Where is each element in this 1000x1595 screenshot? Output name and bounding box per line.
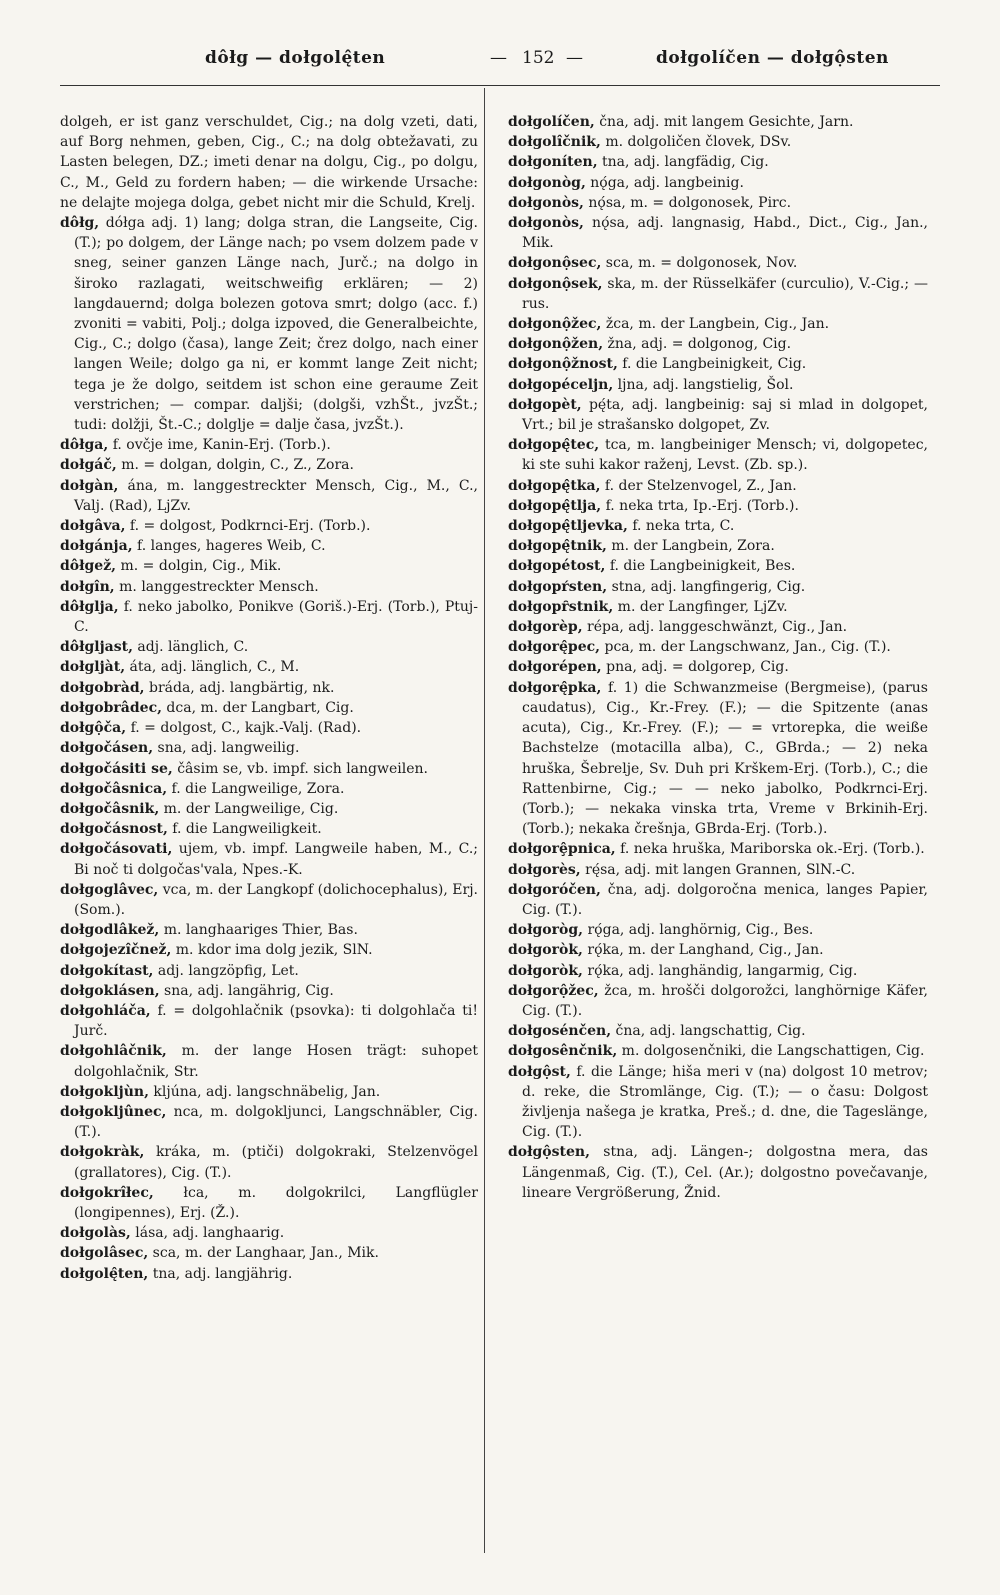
dictionary-entry (60, 799, 478, 819)
entry-definition: m. der Langfinger, LjZv. (613, 598, 788, 615)
entry-headword: dołgolę̂ten, (60, 1265, 149, 1282)
entry-headword: dołgočâsnik, (60, 800, 160, 817)
entry-definition: rǫ́ka, adj. langhändig, langarmig, Cig. (582, 962, 858, 979)
dictionary-entry (60, 536, 478, 556)
entry-definition: bráda, adj. langbärtig, nk. (144, 679, 335, 696)
entry-headword: dôłgljast, (60, 639, 133, 656)
entry-definition: čna, adj. dolgoročna menica, langes Papier, Cig. (T.). (522, 881, 928, 918)
entry-definition: m. dolgosenčniki, die Langschattigen, Cig. (617, 1043, 925, 1060)
entry-headword: dołgohláča, (60, 1002, 151, 1019)
dictionary-entry (60, 1001, 478, 1041)
entry-definition: rǫ́ka, m. der Langhand, Cig., Jan. (582, 942, 824, 959)
entry-headword: dołgorès, (508, 861, 581, 878)
entry-headword: dołgonòs, (508, 215, 584, 232)
entry-definition: f. neka hruška, Mariborska ok.-Erj. (Torb.). (615, 841, 925, 858)
entry-headword: dołgonòs, (508, 194, 584, 211)
header-rule (60, 85, 940, 86)
entry-headword: dołgîn, (60, 578, 115, 595)
dictionary-entry (60, 880, 478, 920)
dictionary-entry (60, 476, 478, 516)
entry-definition: f. der Stelzenvogel, Z., Jan. (600, 477, 797, 494)
dictionary-entry (508, 597, 928, 617)
entry-definition: adj. länglich, C. (132, 639, 249, 656)
entry-headword: dołgopéceljn, (508, 376, 614, 393)
entry-definition: ána, m. langgestreckter Mensch, Cig., M., C., Valj. (Rad), LjZv. (74, 477, 478, 514)
entry-definition: ska, m. der Rüsselkäfer (curculio), V.-Cig.; — rus. (522, 275, 928, 312)
entry-definition: f. die Länge; hiša meri v (na) dolgost 10 metrov; d. reke, die Stromlänge, Cig. (T.); — o času: Dolgost življenja našega je kratka, Preš.; d. dne, die Tageslänge, Cig. (T.). (522, 1063, 928, 1141)
entry-definition: kljúna, adj. langschnäbelig, Jan. (148, 1083, 381, 1100)
header-dash: — (566, 48, 583, 68)
dictionary-entry (508, 940, 928, 960)
entry-definition: adj. langzöpfig, Let. (153, 962, 299, 979)
entry-headword: dołgokljùn, (60, 1083, 149, 1100)
dictionary-entry (508, 253, 928, 273)
entry-headword: dołgolíčen, (508, 114, 595, 130)
dictionary-entry (60, 556, 478, 576)
entry-headword: dołgonộžen, (508, 336, 604, 353)
entry-headword: dołgopę̂tnik, (508, 538, 607, 555)
dictionary-entry (508, 132, 928, 152)
dictionary-entry (508, 678, 928, 840)
entry-definition: stna, adj. Längen-; dolgostna mera, das Längenmaß, Cig. (T.), Cel. (Ar.); dolgostno povečavanje, lineare Vergrößerung, Žnid. (522, 1144, 928, 1201)
dictionary-entry (508, 1062, 928, 1143)
entry-definition: sna, adj. langährig, Cig. (159, 982, 334, 999)
entry-headword: dołgonộsec, (508, 255, 602, 272)
header-left-guide-words: dôłg — dołgolę̂ten (205, 48, 386, 68)
dictionary-entry (508, 314, 928, 334)
dictionary-entry (60, 577, 478, 597)
dictionary-entry (60, 516, 478, 536)
entry-definition: f. langes, hageres Weib, C. (132, 538, 326, 555)
dictionary-entry (60, 759, 478, 779)
entry-headword: dołgoklásen, (60, 982, 160, 999)
entry-definition: žca, m. hrošči dolgorožci, langhörnige Käfer, Cig. (T.). (522, 982, 928, 1019)
entry-definition: nǫ́sa, m. = dolgonosek, Pirc. (583, 194, 792, 211)
entry-definition: m. = dolgin, Cig., Mik. (116, 558, 282, 575)
entry-definition: f. die Langbeinigkeit, Bes. (605, 558, 796, 575)
dictionary-entry (60, 779, 478, 799)
entry-definition: m. der lange Hosen trägt: suhopet dolgohlačnik, Str. (74, 1043, 478, 1080)
entry-headword: dołgánja, (60, 538, 133, 555)
entry-definition: ujem, vb. impf. Langweile haben, M., C.; Bi noč ti dolgočas'vala, Npes.-K. (74, 841, 478, 878)
entry-definition: nǫ́sa, adj. langnasig, Habd., Dict., Cig., Jan., Mik. (522, 215, 928, 252)
entry-definition: sna, adj. langweilig. (153, 740, 300, 757)
page-number: 152 (522, 48, 555, 68)
entry-definition: pę́ta, adj. langbeinig: saj si mlad in dolgopet, Vrt.; bil je strašansko dolgopet, Zv. (522, 396, 928, 434)
entry-definition: čna, adj. mit langem Gesichte, Jarn. (594, 114, 854, 130)
entry-headword: dołgobrâdec, (60, 699, 162, 716)
entry-definition: répa, adj. langgeschwänzt, Cig., Jan. (582, 619, 848, 636)
entry-headword: dołgorộžec, (508, 982, 599, 999)
entry-definition: dółga adj. 1) lang; dolga stran, die Langseite, Cig. (T.); po dolgem, der Länge nach; po vsem dolzem pade v sneg, seiner ganzen Länge nach, Jurč.; na dolgo in široko razlagati, weitschweifig erklären; — 2) langdauernd; dolga bolezen gotova smrt; dolgo (acc. f.) zvoniti = vabiti, Polj.; dolga izpoved, die Generalbeichte, Cig., C.; dolgo (časa), lange Zeit; črez dolgo, nach einer langen Weile; dolgo ga ni, er kommt lange Zeit nicht; tega je že dolgo, seitdem ist schon eine geraume Zeit verstrichen; — compar. daljši; (dolgši, vzhŠt., jvzŠt.; tudi: dolžji, Št.-C.; dolglje = dalje časa, jvzŠt.). (74, 215, 478, 434)
dictionary-entry (508, 617, 928, 637)
dictionary-entry (60, 597, 478, 637)
entry-headword: dołgodlâkež, (60, 922, 160, 939)
entry-headword: dołgàn, (60, 477, 119, 494)
dictionary-entry (60, 961, 478, 981)
dictionary-entry (508, 274, 928, 314)
entry-headword: dołgočâsnica, (60, 780, 168, 797)
dictionary-entry (508, 556, 928, 576)
entry-headword: dołgobràd, (60, 679, 145, 696)
dictionary-entry (60, 213, 478, 435)
entry-definition: vca, m. der Langkopf (dolichocephalus), Erj. (Som.). (74, 881, 478, 918)
entry-definition: m. langgestreckter Mensch. (114, 578, 319, 595)
entry-headword: dołgokítast, (60, 962, 154, 979)
dictionary-entry (508, 920, 928, 940)
entry-definition: žna, adj. = dolgonog, Cig. (603, 336, 792, 353)
dictionary-entry (508, 173, 928, 193)
entry-headword: dołgonộsek, (508, 275, 603, 292)
dictionary-entry (508, 476, 928, 496)
dictionary-entry (508, 981, 928, 1021)
entry-headword: dôłglja, (60, 598, 119, 615)
dictionary-entry (508, 152, 928, 172)
entry-headword: dołgorèp, (508, 619, 583, 636)
entry-definition: f. die Langbeinigkeit, Cig. (617, 356, 807, 373)
entry-definition: sca, m. der Langhaar, Jan., Mik. (148, 1245, 379, 1262)
right-column (508, 112, 928, 1203)
dictionary-entry (508, 193, 928, 213)
entry-headword: dołgoròk, (508, 942, 583, 959)
column-divider (484, 88, 485, 1553)
dictionary-entry (60, 112, 478, 213)
header-dash: — (490, 48, 507, 68)
entry-headword: dołgoròk, (508, 962, 583, 979)
entry-headword: dołgopŕsten, (508, 578, 608, 595)
entry-headword: dołgáč, (60, 457, 117, 474)
entry-definition: łca, m. dolgokrilci, Langflügler (longipennes), Erj. (Ž.). (74, 1184, 478, 1221)
entry-definition: sca, m. = dolgonosek, Nov. (601, 255, 798, 272)
entry-headword: dołgoróčen, (508, 881, 601, 898)
dictionary-entry (60, 940, 478, 960)
entry-definition: f. die Langweiligkeit. (167, 821, 322, 838)
entry-headword: dołgosênčnik, (508, 1043, 618, 1060)
dictionary-entry (508, 536, 928, 556)
entry-headword: dołgoníten, (508, 154, 598, 171)
entry-definition: f. = dolgohlačnik (psovka): ti dolgohlača ti! Jurč. (74, 1002, 478, 1040)
dictionary-entry (60, 1243, 478, 1263)
entry-definition: dca, m. der Langbart, Cig. (161, 699, 354, 716)
dictionary-entry (60, 698, 478, 718)
entry-definition: f. = dolgost, C., kajk.-Valj. (Rad). (126, 720, 362, 737)
entry-definition: pca, m. der Langschwanz, Jan., Cig. (T.). (600, 639, 891, 656)
entry-definition: f. die Langweilige, Zora. (167, 780, 345, 797)
entry-definition: nca, m. dolgokljunci, Langschnäbler, Cig. (T.). (74, 1103, 478, 1141)
header-right-guide-words: dołgolíčen — dołgộsten (656, 48, 889, 68)
entry-definition: f. neka trta, C. (627, 518, 735, 535)
dictionary-entry (508, 839, 928, 859)
entry-definition: f. neko jabolko, Ponikve (Goriš.)-Erj. (Torb.), Ptuj-C. (74, 598, 478, 636)
entry-headword: dôłg, (60, 215, 100, 232)
entry-definition: m. der Langweilige, Cig. (159, 800, 339, 817)
entry-headword: dôłgež, (60, 558, 117, 575)
dictionary-entry (508, 1021, 928, 1041)
dictionary-entry (60, 718, 478, 738)
entry-definition: m. langhaariges Thier, Bas. (159, 922, 358, 939)
entry-definition: tna, adj. langfädig, Cig. (597, 154, 769, 171)
entry-headword: dołgộst, (508, 1063, 571, 1080)
dictionary-entry (508, 880, 928, 920)
entry-definition: tca, m. langbeiniger Mensch; vi, dolgopetec, ki ste suhi kakor raženj, Levst. (Zb. sp.). (522, 437, 928, 474)
dictionary-entry (60, 678, 478, 698)
entry-definition: stna, adj. langfingerig, Cig. (607, 578, 806, 595)
entry-definition: kráka, m. (ptiči) dolgokraki, Stelzenvögel (grallatores), Cig. (T.). (74, 1144, 478, 1181)
entry-headword: dołgonòg, (508, 174, 586, 191)
entry-definition: f. = dolgost, Podkrnci-Erj. (Torb.). (125, 518, 371, 535)
dictionary-entry (60, 1041, 478, 1081)
dictionary-entry (508, 860, 928, 880)
entry-definition: f. ovčje ime, Kanin-Erj. (Torb.). (108, 437, 331, 454)
dictionary-entry (508, 1041, 928, 1061)
entry-headword: dołgopę̂tljevka, (508, 518, 628, 535)
entry-headword: dołgoròg, (508, 922, 584, 939)
dictionary-entry (60, 455, 478, 475)
dictionary-entry (60, 920, 478, 940)
entry-headword: dôłga, (60, 437, 109, 454)
entry-definition: ljna, adj. langstielig, Šol. (613, 376, 794, 393)
entry-headword: dołgolâsec, (60, 1245, 149, 1262)
dictionary-entry (60, 981, 478, 1001)
dictionary-entry (508, 334, 928, 354)
left-column (60, 112, 478, 1284)
entry-definition: tna, adj. langjährig. (148, 1265, 293, 1282)
entry-headword: dołgokrîłec, (60, 1184, 154, 1201)
dictionary-entry (508, 112, 928, 132)
dictionary-entry (508, 395, 928, 435)
entry-definition: žca, m. der Langbein, Cig., Jan. (601, 316, 830, 333)
dictionary-entry (508, 657, 928, 677)
dictionary-entry (60, 1082, 478, 1102)
dictionary-entry (60, 657, 478, 677)
entry-headword: dołgojezîčnež, (60, 942, 172, 959)
entry-definition: áta, adj. länglich, C., M. (125, 659, 300, 676)
entry-headword: dołgolàs, (60, 1225, 131, 1242)
entry-headword: dołgộsten, (508, 1144, 590, 1161)
dictionary-entry (508, 1142, 928, 1203)
dictionary-entry (508, 435, 928, 475)
dictionary-entry (60, 839, 478, 879)
page-header (60, 44, 940, 74)
entry-definition: f. 1) die Schwanzmeise (Bergmeise), (parus caudatus), Cig., Kr.-Frey. (F.); — die Spitzente (anas acuta), Cig., Kr.-Frey. (F.); — = vrtorepka, die weiße Bachstelze (motacilla alba), C., GBrda.; — 2) neka hruška, Šebrelje, Sv. Duh pri Krškem-Erj. (Torb.), C.; die Rattenbirne, Cig.; — — neko jabolko, Podkrnci-Erj. (Torb.); — nekaka vinska trta, Vreme v Brkinih-Erj. (Torb.); nekaka črešnja, GBrda-Erj. (Torb.). (522, 679, 928, 838)
entry-definition: rę́sa, adj. mit langen Grannen, SlN.-C. (580, 861, 856, 878)
entry-headword: dołgopétost, (508, 558, 606, 575)
dictionary-entry (60, 738, 478, 758)
entry-headword: dołgopèt, (508, 396, 582, 413)
dictionary-entry (60, 637, 478, 657)
entry-definition: m. dolgoličen človek, DSv. (600, 134, 792, 151)
dictionary-entry (60, 1264, 478, 1284)
dictionary-entry (508, 213, 928, 253)
entry-headword: dołgorȩ̂pnica, (508, 841, 616, 858)
entry-definition: m. kdor ima dolg jezik, SlN. (171, 942, 373, 959)
entry-headword: dołgonộžnost, (508, 356, 618, 373)
dictionary-entry (508, 354, 928, 374)
dictionary-entry (60, 1223, 478, 1243)
entry-definition: pna, adj. = dolgorep, Cig. (601, 659, 789, 676)
entry-headword: dołgoglâvec, (60, 881, 159, 898)
dictionary-entry (508, 961, 928, 981)
entry-headword: dołgorę̂pka, (508, 679, 602, 696)
entry-definition: f. neka trta, Ip.-Erj. (Torb.). (601, 497, 799, 514)
entry-headword: dołgopȓstnik, (508, 598, 614, 615)
dictionary-entry (60, 435, 478, 455)
entry-headword: dołgopę̂tlja, (508, 497, 602, 514)
entry-headword: dołgljàt, (60, 659, 126, 676)
entry-definition: m. der Langbein, Zora. (606, 538, 775, 555)
entry-headword: dołgorę̂pec, (508, 639, 601, 656)
entry-headword: dołgokljûnec, (60, 1103, 167, 1120)
dictionary-entry (508, 496, 928, 516)
entry-definition: m. = dolgan, dolgin, C., Z., Zora. (116, 457, 354, 474)
entry-definition: čâsim se, vb. impf. sich langweilen. (172, 760, 428, 777)
entry-headword: dołgočásiti se, (60, 760, 173, 777)
entry-headword: dołgolîčnik, (508, 134, 601, 151)
dictionary-entry (60, 1102, 478, 1142)
entry-headword: dołgopę̂tka, (508, 477, 601, 494)
entry-headword: dołgorépen, (508, 659, 602, 676)
dictionary-entry (508, 375, 928, 395)
entry-headword: dołgâva, (60, 518, 126, 535)
entry-definition: rǫ́ga, adj. langhörnig, Cig., Bes. (583, 922, 814, 939)
dictionary-entry (60, 819, 478, 839)
dictionary-entry (60, 1183, 478, 1223)
entry-headword: dołgohlâčnik, (60, 1043, 167, 1060)
entry-definition: dolgeh, er ist ganz verschuldet, Cig.; na dolg vzeti, dati, auf Borg nehmen, geben, Cig., C.; na dolg obtežavati, zu Lasten belegen, DZ.; imeti denar na dolgu, Cig., po dolgu, C., M., Geld zu fordern haben; — die wirkende Ursache: ne delajte mojega dolga, gebet nicht mir die Schuld, Krelj. (60, 114, 478, 211)
entry-headword: dołgočásovati, (60, 841, 173, 858)
entry-headword: dołgonộžec, (508, 316, 602, 333)
entry-definition: lása, adj. langhaarig. (130, 1225, 285, 1242)
dictionary-entry (508, 637, 928, 657)
entry-headword: dołgočásnost, (60, 821, 168, 838)
dictionary-entry (508, 516, 928, 536)
entry-headword: dołgopę̂tec, (508, 437, 600, 454)
entry-headword: dołgosénčen, (508, 1023, 612, 1040)
entry-headword: dołgočásen, (60, 740, 154, 757)
entry-definition: nǫ́ga, adj. langbeinig. (585, 174, 744, 191)
entry-definition: čna, adj. langschattig, Cig. (611, 1023, 806, 1040)
entry-headword: dołgộča, (60, 720, 127, 737)
dictionary-entry (60, 1142, 478, 1182)
entry-headword: dołgokràk, (60, 1144, 145, 1161)
dictionary-entry (508, 577, 928, 597)
